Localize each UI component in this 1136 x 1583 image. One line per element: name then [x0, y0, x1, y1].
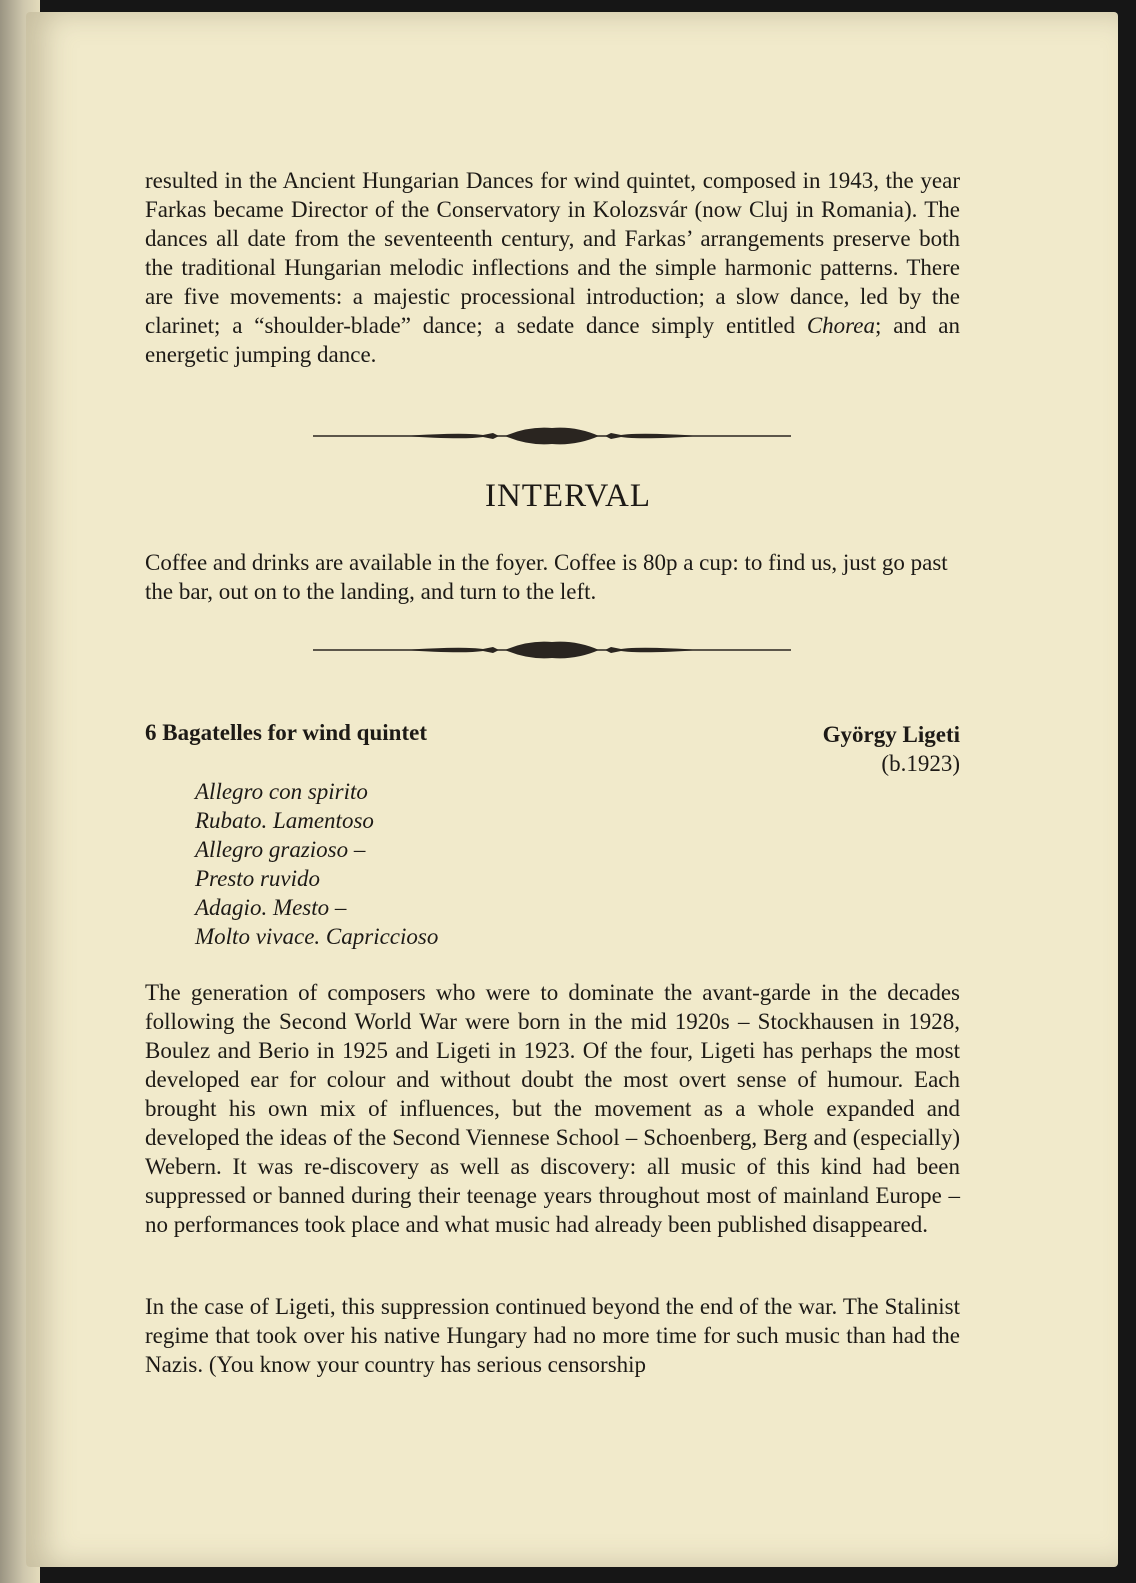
- ornamental-divider: [313, 638, 791, 662]
- paragraph-suppression: In the case of Ligeti, this suppression continued beyond the end of the war. The Stalinist regime that took over his native Hungary had no more time for such music than had the Nazis. (You know your country has serious censorship: [145, 1294, 960, 1377]
- composer-dates: (b.1923): [881, 751, 960, 776]
- movement-item: Allegro grazioso –: [195, 837, 366, 862]
- composer-credit: [823, 720, 960, 778]
- movement-item: Rubato. Lamentoso: [195, 808, 374, 833]
- composer-name: György Ligeti: [822, 722, 960, 747]
- paragraph-farkas: resulted in the Ancient Hungarian Dances for wind quintet, composed in 1943, the year Farkas became Director of the Conservatory in Kolozsvár (now Cluj in Romania). The dances all date from the seventeenth century, and Farkas’ arrangements preserve both the traditional Hungarian melodic inflections and the simple harmonic patterns. There are five movements: a majestic processional introduction; a slow dance, led by the clarinet; a “shoulder-blade” dance; a sedate dance simply entitled Chorea; and an energetic jumping dance.: [145, 168, 960, 367]
- movement-item: Adagio. Mesto –: [195, 895, 347, 920]
- work-title: 6 Bagatelles for wind quintet: [145, 720, 427, 745]
- interval-heading: INTERVAL: [484, 478, 652, 514]
- movement-item: Molto vivace. Capriccioso: [195, 924, 439, 949]
- paragraph-generation: The generation of composers who were to dominate the avant-garde in the decades following the Second World War were born in the mid 1920s – Stockhausen in 1928, Boulez and Berio in 1925 and Ligeti in 1923. Of the four, Ligeti has perhaps the most developed ear for colour and without doubt the most overt sense of humour. Each brought his own mix of influences, but the movement as a whole expanded and developed the ideas of the Second Viennese School – Schoenberg, Berg and (especially) Webern. It was re-discovery as well as discovery: all music of this kind had been suppressed or banned during their teenage years throughout most of mainland Europe – no performances took place and what music had already been published disappeared.: [145, 980, 960, 1237]
- movement-list: [195, 777, 438, 951]
- movement-item: Presto ruvido: [195, 866, 320, 891]
- interval-note: Coffee and drinks are available in the foyer. Coffee is 80p a cup: to find us, just go past the bar, out on to the landing, and turn to the left.: [145, 550, 948, 604]
- movement-item: Allegro con spirito: [195, 779, 368, 804]
- ornamental-divider: [313, 424, 791, 448]
